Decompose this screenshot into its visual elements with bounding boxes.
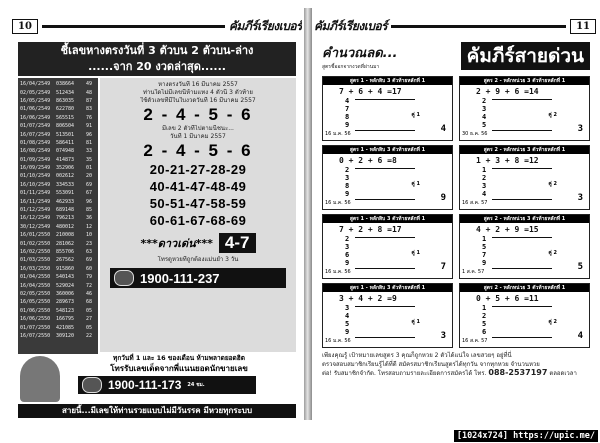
cell-digit: 4 bbox=[482, 113, 487, 121]
footer-line: ตรวจสอบสมาชิกเรียนรู้ได้ที่ดี สมัครสมาชิกเรียนสูตรได้ทุกวัน จากทุกหวย จำนวนหวย bbox=[322, 360, 540, 368]
history-date: 16/05/2550 bbox=[20, 299, 51, 306]
cell-digit: 5 bbox=[482, 243, 487, 251]
history-number: 421085 bbox=[56, 324, 75, 331]
history-date: 16/08/2549 bbox=[20, 148, 51, 155]
cell-result: 9 bbox=[440, 193, 446, 203]
cell-digit-column bbox=[482, 304, 486, 336]
history-number: 806504 bbox=[56, 123, 75, 130]
formula-cell bbox=[322, 76, 453, 141]
left-footer bbox=[18, 354, 296, 418]
history-number: 480012 bbox=[56, 223, 75, 230]
history-date: 16/09/2549 bbox=[20, 165, 51, 172]
title-sub: สูตรชี้ออกจากงวดที่ผ่านมา bbox=[322, 64, 380, 70]
history-number: 360006 bbox=[56, 290, 75, 297]
history-date: 16/07/2549 bbox=[20, 131, 51, 138]
history-row bbox=[18, 130, 98, 138]
cell-digit: 9 bbox=[482, 259, 487, 267]
history-date: 02/05/2549 bbox=[20, 89, 51, 96]
history-row bbox=[18, 114, 98, 122]
history-row bbox=[18, 315, 98, 323]
history-number: 289673 bbox=[56, 299, 75, 306]
right-page bbox=[314, 8, 596, 420]
history-row bbox=[18, 147, 98, 155]
history-row bbox=[18, 298, 98, 306]
history-value: 36 bbox=[86, 215, 93, 222]
cell-formula: 7 + 6 + 4 =17 bbox=[339, 87, 402, 96]
history-date: 01/07/2550 bbox=[20, 324, 51, 331]
cell-digit: 9 bbox=[345, 121, 350, 129]
prediction-panel bbox=[100, 78, 296, 352]
history-date: 16/12/2549 bbox=[20, 215, 51, 222]
history-date: 16/07/2550 bbox=[20, 332, 51, 339]
history-number: 513501 bbox=[56, 131, 75, 138]
cell-digit: 3 bbox=[345, 174, 350, 182]
history-date: 16/02/2550 bbox=[20, 249, 51, 255]
cell-formula: 1 + 3 + 8 =12 bbox=[476, 156, 539, 165]
history-row bbox=[18, 97, 98, 105]
history-value: 91 bbox=[86, 123, 93, 130]
cell-formula: 3 + 4 + 2 =9 bbox=[339, 294, 397, 303]
arrow-guide bbox=[492, 99, 552, 131]
panel-text: ท่านใดไม่มีเลขนี้ห้ามแทง 4 ตัวนี้ 3 ตัวท้าย bbox=[143, 89, 253, 96]
history-row bbox=[18, 248, 98, 256]
panel-text: หางตรงวันที่ 16 มีนาคม 2557 bbox=[158, 81, 238, 88]
history-number: 352906 bbox=[56, 165, 75, 172]
cell-digit: 8 bbox=[345, 113, 350, 121]
cell-digit: 2 bbox=[345, 235, 350, 243]
cell-digit: 9 bbox=[345, 259, 350, 267]
formula-cell bbox=[322, 283, 453, 348]
formula-grid bbox=[322, 76, 590, 348]
history-date: 01/07/2549 bbox=[20, 123, 51, 130]
formula-cell bbox=[322, 145, 453, 210]
history-value: 96 bbox=[86, 198, 93, 205]
cell-result: 4 bbox=[440, 124, 446, 134]
panel-text: วันที่ 1 มีนาคม 2557 bbox=[170, 133, 226, 140]
history-row bbox=[18, 80, 98, 88]
history-number: 074948 bbox=[56, 148, 75, 155]
hotline-suffix: 24 ชม. bbox=[187, 382, 205, 388]
cell-digit: 3 bbox=[345, 243, 350, 251]
banner-line-1: ชี้เลขหางตรงวันที่ 3 ตัวบน 2 ตัวบน-ล่าง bbox=[60, 44, 254, 57]
history-date: 30/12/2549 bbox=[20, 223, 51, 230]
history-row bbox=[18, 122, 98, 130]
history-date: 01/09/2549 bbox=[20, 156, 51, 163]
arrow-guide bbox=[492, 306, 552, 338]
hotline-number: 1900-111-237 bbox=[140, 270, 220, 286]
cell-digit-column bbox=[345, 166, 349, 198]
history-date: 16/04/2549 bbox=[20, 81, 51, 88]
history-number: 863035 bbox=[56, 97, 75, 104]
cell-digit: 6 bbox=[482, 328, 487, 336]
history-value: 27 bbox=[86, 316, 93, 323]
history-number: 334533 bbox=[56, 181, 75, 188]
primary-digits: 2 - 4 - 5 - 6 bbox=[143, 105, 253, 124]
pair-row: 50-51-47-58-59 bbox=[149, 196, 247, 211]
history-value: 67 bbox=[86, 190, 93, 197]
history-row bbox=[18, 181, 98, 189]
cell-result: 5 bbox=[577, 262, 583, 272]
history-value: 68 bbox=[86, 299, 93, 306]
cell-digit: 9 bbox=[345, 190, 350, 198]
history-value: 22 bbox=[86, 332, 93, 339]
cell-header: สูตร 2 - หลักหน่วย 3 ตัวท้ายหลักที่ 1 bbox=[460, 284, 589, 292]
history-date: 16/03/2550 bbox=[20, 265, 51, 272]
history-row bbox=[18, 323, 98, 331]
title-small: คำนวณลด... bbox=[322, 46, 398, 61]
panel-text: มีเลข 2 ตัวที่ไปตามนี้ชนะ... bbox=[162, 125, 234, 132]
history-value: 05 bbox=[86, 324, 93, 331]
history-value: 46 bbox=[86, 290, 93, 297]
history-row bbox=[18, 156, 98, 164]
history-number: 529024 bbox=[56, 282, 75, 289]
cell-tag: คู่ 2 bbox=[548, 181, 557, 187]
history-value: 20 bbox=[86, 173, 93, 180]
cell-header: สูตร 1 - หลักสิบ 3 ตัวท้ายหลักที่ 1 bbox=[323, 77, 452, 85]
history-date: 02/05/2550 bbox=[20, 290, 51, 297]
arrow-guide bbox=[355, 99, 415, 131]
cell-digit: 9 bbox=[345, 328, 350, 336]
arrow-guide bbox=[355, 237, 415, 269]
history-value: 23 bbox=[86, 240, 93, 247]
history-row bbox=[18, 206, 98, 214]
cell-tag: คู่ 2 bbox=[548, 112, 557, 118]
phone-icon bbox=[114, 270, 134, 286]
secondary-digits: 2 - 4 - 5 - 6 bbox=[143, 141, 253, 160]
footer-line: ต่อ! รับสมาชิกจำกัด. โทรสอบถามรายละเอียดการสมัครได้ โทร. bbox=[322, 370, 487, 377]
footer-suffix: ตลอดเวลา bbox=[549, 370, 577, 377]
cell-digit: 5 bbox=[482, 121, 487, 129]
cell-digit-column bbox=[345, 235, 349, 267]
history-value: 63 bbox=[86, 249, 93, 255]
cell-result: 3 bbox=[577, 193, 583, 203]
history-value: 79 bbox=[86, 274, 93, 281]
cell-header: สูตร 1 - หลักสิบ 3 ตัวท้ายหลักที่ 1 bbox=[323, 284, 452, 292]
history-number: 915860 bbox=[56, 265, 75, 272]
cell-digit: 4 bbox=[345, 312, 350, 320]
hotline-number-2: 1900-111-173 bbox=[108, 378, 182, 392]
history-date: 01/06/2550 bbox=[20, 307, 51, 314]
cell-formula: 2 + 9 + 6 =14 bbox=[476, 87, 539, 96]
history-number: 267562 bbox=[56, 257, 75, 264]
history-date: 01/10/2549 bbox=[20, 173, 51, 180]
history-value: 81 bbox=[86, 139, 93, 146]
history-number: 565515 bbox=[56, 114, 75, 121]
history-number: 210008 bbox=[56, 232, 75, 239]
history-date: 01/02/2550 bbox=[20, 240, 51, 247]
history-number: 548123 bbox=[56, 307, 75, 314]
history-number: 512434 bbox=[56, 89, 75, 96]
footer-headline: โทรรับเลขเด็ดจากพี่แนนยอดนักขายเลข bbox=[110, 364, 248, 373]
history-number: 586411 bbox=[56, 139, 75, 146]
history-value: 69 bbox=[86, 181, 93, 188]
page-number: 11 bbox=[570, 19, 596, 34]
history-number: 309120 bbox=[56, 332, 75, 339]
history-row bbox=[18, 307, 98, 315]
history-row bbox=[18, 189, 98, 197]
page-number: 10 bbox=[12, 19, 38, 34]
history-number: 689148 bbox=[56, 207, 75, 214]
cell-formula: 0 + 5 + 6 =11 bbox=[476, 294, 539, 303]
footer-phone: 088-2537197 bbox=[488, 368, 548, 377]
footer-text: ทุกวันที่ 1 และ 16 ของเดือน ห้ามพลาดยอดฮิต bbox=[113, 354, 245, 362]
cell-header: สูตร 2 - หลักหน่วย 3 ตัวท้ายหลักที่ 1 bbox=[460, 146, 589, 154]
header-rule bbox=[42, 25, 225, 28]
cell-digit: 2 bbox=[482, 97, 487, 105]
star-pick bbox=[100, 233, 296, 253]
cell-digit: 5 bbox=[482, 320, 487, 328]
history-value: 35 bbox=[86, 156, 93, 163]
portrait-photo bbox=[20, 356, 60, 402]
cell-digit: 2 bbox=[482, 174, 487, 182]
panel-text: ใช้ตัวเลขที่มีในใบงวดวันที่ 16 มีนาคม 2557 bbox=[140, 97, 256, 104]
cell-digit: 5 bbox=[345, 320, 350, 328]
history-date: 16/06/2549 bbox=[20, 114, 51, 121]
history-value: 87 bbox=[86, 97, 93, 104]
history-table bbox=[18, 78, 98, 354]
history-date: 01/08/2549 bbox=[20, 139, 51, 146]
history-value: 69 bbox=[86, 257, 93, 264]
cell-header: สูตร 1 - หลักสิบ 3 ตัวท้ายหลักที่ 1 bbox=[323, 146, 452, 154]
cell-header: สูตร 2 - หลักหน่วย 3 ตัวท้ายหลักที่ 1 bbox=[460, 215, 589, 223]
history-date: 01/12/2549 bbox=[20, 207, 51, 214]
cell-date: 16 ส.ค. 57 bbox=[462, 200, 488, 206]
history-number: 166795 bbox=[56, 316, 75, 323]
watermark-link[interactable]: [1024x724] https://upic.me/ bbox=[454, 430, 598, 442]
history-row bbox=[18, 239, 98, 247]
cell-date: 1 ส.ค. 57 bbox=[462, 269, 485, 275]
history-date: 16/10/2549 bbox=[20, 181, 51, 188]
arrow-guide bbox=[492, 168, 552, 200]
header-rule bbox=[391, 25, 566, 28]
history-row bbox=[18, 197, 98, 205]
cell-date: 16 ส.ค. 57 bbox=[462, 338, 488, 344]
formula-cell bbox=[459, 76, 590, 141]
history-date: 16/01/2550 bbox=[20, 232, 51, 239]
history-row bbox=[18, 256, 98, 264]
history-value: 72 bbox=[86, 282, 93, 289]
hotline-box bbox=[110, 268, 286, 288]
cell-digit-column bbox=[482, 166, 486, 198]
cell-result: 4 bbox=[577, 331, 583, 341]
cell-date: 30 ธ.ค. 56 bbox=[462, 131, 488, 137]
arrow-guide bbox=[355, 168, 415, 200]
cell-digit: 4 bbox=[482, 190, 487, 198]
cell-digit: 6 bbox=[345, 251, 350, 259]
cell-tag: คู่ 1 bbox=[411, 319, 420, 325]
cell-formula: 4 + 2 + 9 =15 bbox=[476, 225, 539, 234]
cell-digit: 1 bbox=[482, 166, 487, 174]
cell-digit: 3 bbox=[482, 182, 487, 190]
right-footer bbox=[322, 352, 590, 386]
pair-row: 20-21-27-28-29 bbox=[149, 162, 247, 177]
history-row bbox=[18, 273, 98, 281]
cell-tag: คู่ 1 bbox=[411, 112, 420, 118]
history-number: 281062 bbox=[56, 240, 75, 247]
history-date: 01/03/2550 bbox=[20, 257, 51, 264]
hotline-box-2 bbox=[78, 376, 256, 394]
cell-digit: 3 bbox=[345, 304, 350, 312]
history-row bbox=[18, 290, 98, 298]
cell-tag: คู่ 1 bbox=[411, 250, 420, 256]
history-date: 01/04/2550 bbox=[20, 274, 51, 281]
history-number: 553091 bbox=[56, 190, 75, 197]
cell-digit: 3 bbox=[482, 105, 487, 113]
history-number: 038664 bbox=[56, 81, 75, 88]
history-date: 16/06/2550 bbox=[20, 316, 51, 323]
history-number: 414873 bbox=[56, 156, 75, 163]
formula-cell bbox=[459, 145, 590, 210]
history-row bbox=[18, 265, 98, 273]
panel-text: โทรดูหวยที่ถูกต้องแม่นยำ 3 วัน bbox=[157, 256, 239, 263]
history-row bbox=[18, 214, 98, 222]
history-number: 540143 bbox=[56, 274, 75, 281]
history-value: 10 bbox=[86, 232, 93, 239]
cell-formula: 0 + 2 + 6 =8 bbox=[339, 156, 397, 165]
cell-tag: คู่ 2 bbox=[548, 319, 557, 325]
history-number: 796213 bbox=[56, 215, 75, 222]
cell-digit: 2 bbox=[345, 166, 350, 174]
cell-result: 3 bbox=[577, 124, 583, 134]
history-number: 462933 bbox=[56, 198, 75, 205]
cell-date: 16 ม.ค. 56 bbox=[325, 200, 351, 206]
history-value: 05 bbox=[86, 307, 93, 314]
star-value: 4-7 bbox=[219, 233, 256, 253]
history-row bbox=[18, 139, 98, 147]
pair-row: 60-61-67-68-69 bbox=[149, 213, 247, 228]
formula-cell bbox=[459, 283, 590, 348]
cell-tag: คู่ 1 bbox=[411, 181, 420, 187]
history-value: 96 bbox=[86, 131, 93, 138]
cell-date: 16 ม.ค. 56 bbox=[325, 338, 351, 344]
left-page bbox=[12, 8, 302, 420]
arrow-guide bbox=[492, 237, 552, 269]
history-row bbox=[18, 231, 98, 239]
history-number: 622780 bbox=[56, 106, 75, 113]
history-row bbox=[18, 281, 98, 289]
history-value: 01 bbox=[86, 165, 93, 172]
history-date: 16/05/2549 bbox=[20, 97, 51, 104]
history-number: 855706 bbox=[56, 249, 75, 255]
formula-cell bbox=[459, 214, 590, 279]
cell-digit: 8 bbox=[345, 182, 350, 190]
history-number: 002612 bbox=[56, 173, 75, 180]
history-date: 01/11/2549 bbox=[20, 190, 51, 197]
cell-digit: 2 bbox=[482, 312, 487, 320]
cell-digit: 4 bbox=[345, 97, 350, 105]
history-value: 83 bbox=[86, 106, 93, 113]
magazine-spread bbox=[8, 8, 592, 423]
footer-line-contact bbox=[322, 369, 590, 379]
history-value: 85 bbox=[86, 207, 93, 214]
cell-digit: 1 bbox=[482, 304, 487, 312]
brand-title: คัมภีร์เรียงเบอร์ bbox=[314, 18, 388, 33]
phone-icon bbox=[82, 377, 102, 393]
history-row bbox=[18, 88, 98, 96]
history-value: 48 bbox=[86, 89, 93, 96]
cell-digit-column bbox=[345, 97, 349, 129]
history-value: 12 bbox=[86, 223, 93, 230]
history-row bbox=[18, 223, 98, 231]
cell-date: 16 ม.ค. 56 bbox=[325, 131, 351, 137]
history-date: 01/06/2549 bbox=[20, 106, 51, 113]
cell-result: 3 bbox=[440, 331, 446, 341]
book-spine bbox=[304, 8, 312, 420]
history-date: 16/11/2549 bbox=[20, 198, 51, 205]
arrow-guide bbox=[355, 306, 415, 338]
brand-title: คัมภีร์เรียงเบอร์ bbox=[228, 18, 302, 33]
cell-date: 16 ม.ค. 56 bbox=[325, 269, 351, 275]
cell-tag: คู่ 2 bbox=[548, 250, 557, 256]
history-row bbox=[18, 332, 98, 340]
history-value: 60 bbox=[86, 265, 93, 272]
history-row bbox=[18, 164, 98, 172]
left-banner bbox=[18, 42, 296, 76]
footer-line: เพียงคุณรู้ เป้าหมายเลขสูตร 3 คุณก็ถูกหวย 2 ตัวได้แน่ใจ เลขสวยๆ อยู่ที่นี่ bbox=[322, 352, 512, 359]
right-header bbox=[314, 16, 596, 36]
history-value: 49 bbox=[86, 81, 93, 88]
cell-digit-column bbox=[482, 235, 486, 267]
formula-cell bbox=[322, 214, 453, 279]
title-big: คัมภีร์สายด่วน bbox=[461, 42, 590, 70]
history-value: 33 bbox=[86, 148, 93, 155]
cell-digit: 7 bbox=[345, 105, 350, 113]
cell-header: สูตร 1 - หลักสิบ 3 ตัวท้ายหลักที่ 1 bbox=[323, 215, 452, 223]
cell-digit-column bbox=[482, 97, 486, 129]
left-header bbox=[12, 16, 302, 36]
cell-digit: 1 bbox=[482, 235, 487, 243]
right-title-block bbox=[322, 42, 590, 74]
cell-digit-column bbox=[345, 304, 349, 336]
footer-strip: สายนี้...มีเลขให้ท่านรวยแบบไม่มีวันรรค มีหวยทุกระบบ bbox=[18, 404, 296, 418]
cell-header: สูตร 2 - หลักหน่วย 3 ตัวท้ายหลักที่ 1 bbox=[460, 77, 589, 85]
pair-row: 40-41-47-48-49 bbox=[149, 179, 247, 194]
cell-result: 7 bbox=[440, 262, 446, 272]
cell-digit: 7 bbox=[482, 251, 487, 259]
star-label: ***ดาวเด่น*** bbox=[140, 237, 213, 250]
cell-formula: 7 + 2 + 8 =17 bbox=[339, 225, 402, 234]
history-value: 76 bbox=[86, 114, 93, 121]
history-date: 16/04/2550 bbox=[20, 282, 51, 289]
history-row bbox=[18, 172, 98, 180]
banner-line-2: ......จาก 20 งวดล่าสุด...... bbox=[88, 60, 226, 73]
history-row bbox=[18, 105, 98, 113]
